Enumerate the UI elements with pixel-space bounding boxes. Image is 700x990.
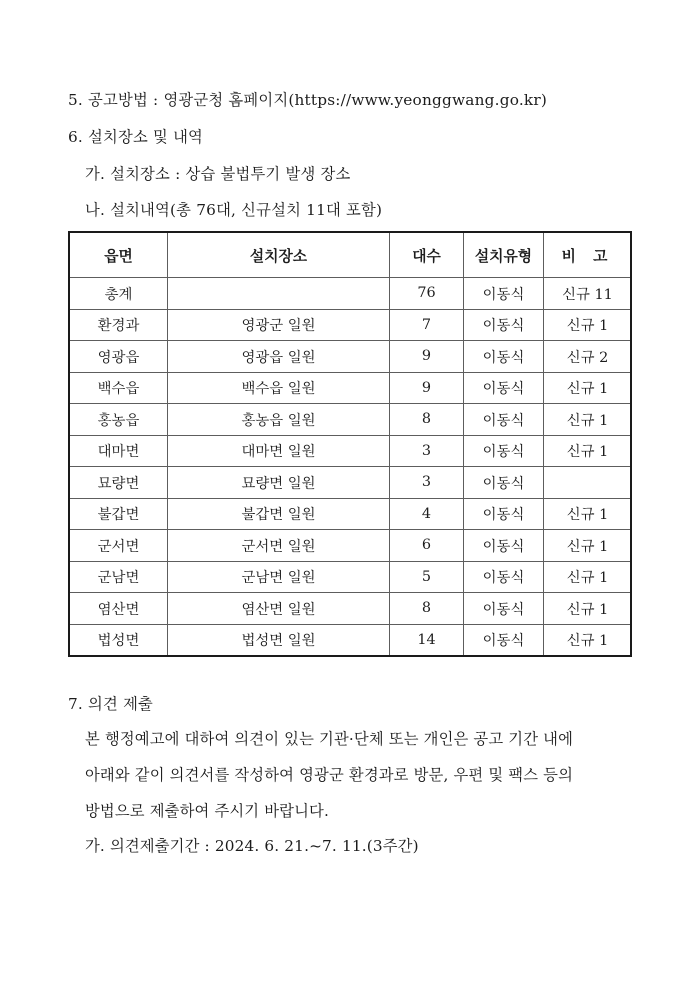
column-header-count: 대수 [390, 233, 464, 278]
section-7-paragraph-line-2: 아래와 같이 의견서를 작성하여 영광군 환경과로 방문, 우편 및 팩스 등의 [85, 766, 574, 784]
table-row [70, 404, 632, 436]
column-header-type: 설치유형 [464, 233, 544, 278]
cell-eupmyeon: 불갑면 [70, 498, 168, 530]
cell-eupmyeon: 군서면 [70, 530, 168, 562]
cell-note [544, 467, 632, 499]
cell-eupmyeon: 대마면 [70, 435, 168, 467]
cell-note: 신규 1 [544, 530, 632, 562]
cell-count: 3 [390, 467, 464, 499]
cell-place [168, 278, 390, 310]
cell-eupmyeon: 홍농읍 [70, 404, 168, 436]
cell-note: 신규 1 [544, 498, 632, 530]
section-5-notice-method: 5. 공고방법 : 영광군청 홈페이지(https://www.yeonggwang.go.kr) [68, 91, 548, 109]
cell-eupmyeon: 영광읍 [70, 341, 168, 373]
cell-type: 이동식 [464, 498, 544, 530]
cell-place: 대마면 일원 [168, 435, 390, 467]
cell-eupmyeon: 군남면 [70, 561, 168, 593]
cell-eupmyeon: 백수읍 [70, 372, 168, 404]
cell-type: 이동식 [464, 435, 544, 467]
cell-type: 이동식 [464, 561, 544, 593]
cell-type: 이동식 [464, 278, 544, 310]
cell-count: 76 [390, 278, 464, 310]
section-7-heading: 7. 의견 제출 [68, 695, 154, 713]
cell-eupmyeon: 염산면 [70, 593, 168, 625]
cell-count: 8 [390, 593, 464, 625]
table-row [70, 624, 632, 656]
section-7-paragraph-line-3: 방법으로 제출하여 주시기 바랍니다. [85, 802, 329, 820]
installation-table-wrapper [69, 232, 631, 656]
cell-count: 8 [390, 404, 464, 436]
table-row [70, 530, 632, 562]
table-row [70, 498, 632, 530]
installation-table [69, 232, 632, 656]
cell-type: 이동식 [464, 467, 544, 499]
cell-count: 14 [390, 624, 464, 656]
cell-note: 신규 1 [544, 309, 632, 341]
cell-type: 이동식 [464, 341, 544, 373]
section-6-item-b-details: 나. 설치내역(총 76대, 신규설치 11대 포함) [85, 201, 383, 219]
cell-type: 이동식 [464, 309, 544, 341]
section-7-paragraph-line-1: 본 행정예고에 대하여 의견이 있는 기관·단체 또는 개인은 공고 기간 내에 [85, 730, 574, 748]
column-header-eupmyeon: 읍면 [70, 233, 168, 278]
column-header-note: 비 고 [544, 233, 632, 278]
table-row [70, 309, 632, 341]
table-row [70, 372, 632, 404]
column-header-place: 설치장소 [168, 233, 390, 278]
cell-note: 신규 1 [544, 404, 632, 436]
table-row [70, 435, 632, 467]
cell-place: 홍농읍 일원 [168, 404, 390, 436]
section-7-item-a-submission-period: 가. 의견제출기간 : 2024. 6. 21.~7. 11.(3주간) [85, 837, 419, 855]
table-row [70, 593, 632, 625]
table-row [70, 561, 632, 593]
section-6-heading: 6. 설치장소 및 내역 [68, 128, 204, 146]
cell-place: 법성면 일원 [168, 624, 390, 656]
cell-count: 4 [390, 498, 464, 530]
table-row [70, 467, 632, 499]
cell-count: 5 [390, 561, 464, 593]
cell-eupmyeon: 법성면 [70, 624, 168, 656]
table-body [70, 278, 632, 656]
cell-eupmyeon: 환경과 [70, 309, 168, 341]
cell-type: 이동식 [464, 404, 544, 436]
cell-count: 9 [390, 341, 464, 373]
cell-note: 신규 11 [544, 278, 632, 310]
cell-place: 염산면 일원 [168, 593, 390, 625]
cell-place: 영광군 일원 [168, 309, 390, 341]
table-header [70, 233, 632, 278]
cell-place: 군남면 일원 [168, 561, 390, 593]
section-6-item-a-location: 가. 설치장소 : 상습 불법투기 발생 장소 [85, 165, 351, 183]
cell-count: 6 [390, 530, 464, 562]
cell-eupmyeon: 총계 [70, 278, 168, 310]
cell-note: 신규 1 [544, 372, 632, 404]
table-row [70, 341, 632, 373]
table-header-row [70, 233, 632, 278]
cell-count: 9 [390, 372, 464, 404]
cell-place: 영광읍 일원 [168, 341, 390, 373]
cell-count: 3 [390, 435, 464, 467]
cell-type: 이동식 [464, 624, 544, 656]
cell-type: 이동식 [464, 530, 544, 562]
cell-eupmyeon: 묘량면 [70, 467, 168, 499]
cell-place: 군서면 일원 [168, 530, 390, 562]
cell-type: 이동식 [464, 593, 544, 625]
table-row [70, 278, 632, 310]
cell-type: 이동식 [464, 372, 544, 404]
cell-note: 신규 1 [544, 435, 632, 467]
cell-place: 백수읍 일원 [168, 372, 390, 404]
cell-place: 불갑면 일원 [168, 498, 390, 530]
cell-note: 신규 1 [544, 624, 632, 656]
cell-note: 신규 1 [544, 593, 632, 625]
cell-note: 신규 2 [544, 341, 632, 373]
cell-place: 묘량면 일원 [168, 467, 390, 499]
cell-note: 신규 1 [544, 561, 632, 593]
cell-count: 7 [390, 309, 464, 341]
